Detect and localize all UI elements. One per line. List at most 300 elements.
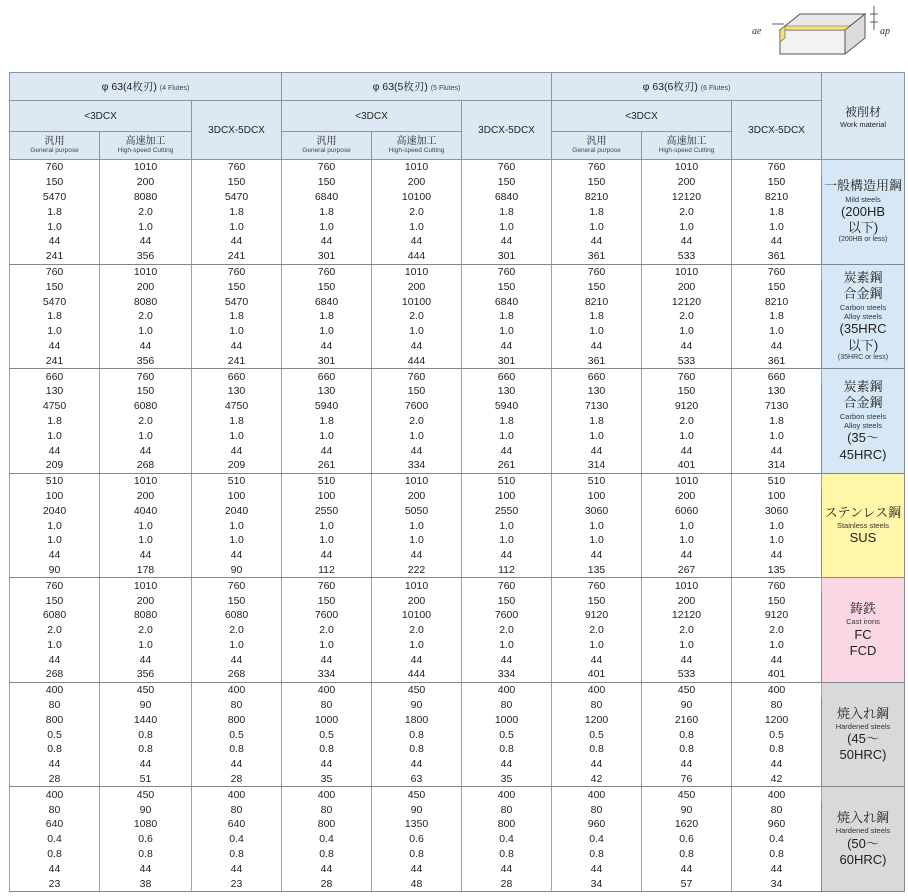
value-cell: 1010 bbox=[642, 473, 732, 488]
value-cell: 1010 bbox=[372, 578, 462, 593]
table-row bbox=[10, 503, 905, 518]
value-cell: 150 bbox=[10, 593, 100, 608]
value-cell: 510 bbox=[10, 473, 100, 488]
work-material-line: 炭素鋼 bbox=[843, 379, 883, 395]
value-cell: 51 bbox=[100, 772, 192, 787]
value-cell: 44 bbox=[100, 652, 192, 667]
value-cell: 4750 bbox=[192, 399, 282, 414]
value-cell: 241 bbox=[10, 249, 100, 264]
value-cell: 150 bbox=[732, 593, 822, 608]
value-cell: 80 bbox=[462, 698, 552, 713]
value-cell: 4750 bbox=[10, 399, 100, 414]
value-cell: 2040 bbox=[10, 503, 100, 518]
value-cell: 400 bbox=[462, 787, 552, 802]
value-cell: 800 bbox=[10, 712, 100, 727]
cutting-conditions-table bbox=[9, 72, 905, 892]
value-cell: 2160 bbox=[642, 712, 732, 727]
value-cell: 0.8 bbox=[100, 727, 192, 742]
value-cell: 0.4 bbox=[282, 832, 372, 847]
value-cell: 44 bbox=[552, 339, 642, 354]
value-cell: 10100 bbox=[372, 190, 462, 205]
value-cell: 80 bbox=[282, 802, 372, 817]
value-cell: 261 bbox=[282, 458, 372, 473]
general-purpose-header: 汎用 General purpose bbox=[282, 132, 372, 160]
value-cell: 5050 bbox=[372, 503, 462, 518]
table-row bbox=[10, 369, 905, 384]
table-row bbox=[10, 861, 905, 876]
work-material-cell bbox=[822, 473, 905, 578]
value-cell: 44 bbox=[642, 861, 732, 876]
value-cell: 44 bbox=[192, 548, 282, 563]
value-cell: 444 bbox=[372, 667, 462, 682]
value-cell: 1.0 bbox=[282, 533, 372, 548]
value-cell: 1.8 bbox=[10, 414, 100, 429]
high-speed-header: 高速加工 High-speed Cutting bbox=[372, 132, 462, 160]
value-cell: 44 bbox=[192, 443, 282, 458]
lt3dcx-header: <3DCX bbox=[282, 101, 462, 132]
value-cell: 135 bbox=[732, 563, 822, 578]
work-material-line: 以下) bbox=[847, 337, 879, 353]
value-cell: 1000 bbox=[282, 712, 372, 727]
value-cell: 301 bbox=[282, 249, 372, 264]
value-cell: 1.0 bbox=[282, 428, 372, 443]
value-cell: 200 bbox=[100, 489, 192, 504]
value-cell: 2550 bbox=[462, 503, 552, 518]
value-cell: 6080 bbox=[192, 608, 282, 623]
value-cell: 44 bbox=[372, 443, 462, 458]
table-row bbox=[10, 339, 905, 354]
value-cell: 0.6 bbox=[100, 832, 192, 847]
work-material-line: Alloy steels bbox=[844, 420, 882, 430]
value-cell: 178 bbox=[100, 563, 192, 578]
value-cell: 760 bbox=[732, 160, 822, 175]
value-cell: 1.0 bbox=[10, 428, 100, 443]
value-cell: 400 bbox=[192, 682, 282, 697]
value-cell: 960 bbox=[552, 817, 642, 832]
value-cell: 0.8 bbox=[552, 847, 642, 862]
value-cell: 44 bbox=[462, 443, 552, 458]
value-cell: 1.0 bbox=[732, 533, 822, 548]
value-cell: 1010 bbox=[642, 264, 732, 279]
work-material-header: 被削材 Work material bbox=[822, 73, 905, 160]
value-cell: 1.0 bbox=[642, 428, 732, 443]
value-cell: 44 bbox=[642, 339, 732, 354]
value-cell: 400 bbox=[282, 682, 372, 697]
value-cell: 400 bbox=[282, 787, 372, 802]
value-cell: 44 bbox=[282, 443, 372, 458]
value-cell: 44 bbox=[10, 234, 100, 249]
value-cell: 42 bbox=[552, 772, 642, 787]
value-cell: 1.8 bbox=[552, 204, 642, 219]
value-cell: 44 bbox=[732, 757, 822, 772]
value-cell: 1.0 bbox=[552, 428, 642, 443]
value-cell: 400 bbox=[552, 787, 642, 802]
general-purpose-header: 汎用 General purpose bbox=[10, 132, 100, 160]
value-cell: 100 bbox=[10, 489, 100, 504]
value-cell: 80 bbox=[282, 698, 372, 713]
value-cell: 42 bbox=[732, 772, 822, 787]
value-cell: 2.0 bbox=[732, 623, 822, 638]
value-cell: 2.0 bbox=[372, 204, 462, 219]
value-cell: 8080 bbox=[100, 294, 192, 309]
value-cell: 90 bbox=[372, 698, 462, 713]
value-cell: 760 bbox=[372, 369, 462, 384]
value-cell: 44 bbox=[282, 234, 372, 249]
value-cell: 8210 bbox=[552, 190, 642, 205]
table-row bbox=[10, 399, 905, 414]
value-cell: 44 bbox=[642, 234, 732, 249]
value-cell: 44 bbox=[372, 652, 462, 667]
value-cell: 2.0 bbox=[192, 623, 282, 638]
table-row bbox=[10, 518, 905, 533]
work-material-line: (200HB bbox=[840, 203, 886, 219]
value-cell: 150 bbox=[552, 593, 642, 608]
value-cell: 510 bbox=[732, 473, 822, 488]
value-cell: 90 bbox=[192, 563, 282, 578]
work-material-line: Cast irons bbox=[846, 617, 880, 627]
value-cell: 80 bbox=[10, 802, 100, 817]
value-cell: 44 bbox=[462, 652, 552, 667]
work-material-line: Alloy steels bbox=[844, 311, 882, 321]
value-cell: 510 bbox=[282, 473, 372, 488]
value-cell: 1010 bbox=[642, 160, 732, 175]
value-cell: 1200 bbox=[552, 712, 642, 727]
value-cell: 1.0 bbox=[192, 638, 282, 653]
value-cell: 2.0 bbox=[642, 623, 732, 638]
value-cell: 9120 bbox=[642, 399, 732, 414]
value-cell: 44 bbox=[372, 339, 462, 354]
value-cell: 0.8 bbox=[192, 847, 282, 862]
value-cell: 400 bbox=[10, 682, 100, 697]
value-cell: 760 bbox=[192, 160, 282, 175]
value-cell: 0.4 bbox=[192, 832, 282, 847]
table-row bbox=[10, 219, 905, 234]
value-cell: 1.0 bbox=[10, 638, 100, 653]
value-cell: 1.0 bbox=[192, 324, 282, 339]
work-material-line: 合金鋼 bbox=[843, 286, 883, 302]
value-cell: 444 bbox=[372, 353, 462, 368]
value-cell: 0.5 bbox=[10, 727, 100, 742]
work-material-line: Carbon steels bbox=[839, 411, 887, 421]
value-cell: 0.5 bbox=[282, 727, 372, 742]
value-cell: 533 bbox=[642, 249, 732, 264]
work-material-line: 45HRC) bbox=[839, 446, 887, 462]
value-cell: 44 bbox=[642, 443, 732, 458]
value-cell: 44 bbox=[10, 757, 100, 772]
value-cell: 1.0 bbox=[732, 638, 822, 653]
value-cell: 0.8 bbox=[642, 742, 732, 757]
value-cell: 44 bbox=[192, 234, 282, 249]
value-cell: 44 bbox=[282, 548, 372, 563]
value-cell: 0.4 bbox=[10, 832, 100, 847]
value-cell: 2.0 bbox=[100, 204, 192, 219]
ae-label: ae bbox=[752, 26, 762, 37]
value-cell: 760 bbox=[732, 264, 822, 279]
value-cell: 0.8 bbox=[10, 847, 100, 862]
value-cell: 0.8 bbox=[642, 847, 732, 862]
value-cell: 0.6 bbox=[372, 832, 462, 847]
value-cell: 1.8 bbox=[552, 414, 642, 429]
value-cell: 1.0 bbox=[552, 324, 642, 339]
value-cell: 7600 bbox=[282, 608, 372, 623]
work-material-line: Hardened steels bbox=[835, 721, 891, 731]
value-cell: 80 bbox=[462, 802, 552, 817]
value-cell: 8080 bbox=[100, 190, 192, 205]
group-header-6-flutes: φ 63(6枚刃) (6 Flutes) bbox=[552, 73, 822, 101]
value-cell: 2.0 bbox=[642, 204, 732, 219]
value-cell: 100 bbox=[192, 489, 282, 504]
high-speed-header: 高速加工 High-speed Cutting bbox=[100, 132, 192, 160]
table-row bbox=[10, 638, 905, 653]
value-cell: 90 bbox=[10, 563, 100, 578]
value-cell: 6080 bbox=[10, 608, 100, 623]
table-row bbox=[10, 175, 905, 190]
value-cell: 0.8 bbox=[372, 727, 462, 742]
value-cell: 8080 bbox=[100, 608, 192, 623]
value-cell: 44 bbox=[462, 757, 552, 772]
value-cell: 35 bbox=[462, 772, 552, 787]
value-cell: 150 bbox=[282, 279, 372, 294]
value-cell: 12120 bbox=[642, 190, 732, 205]
value-cell: 222 bbox=[372, 563, 462, 578]
value-cell: 800 bbox=[462, 817, 552, 832]
value-cell: 44 bbox=[100, 443, 192, 458]
table-row bbox=[10, 279, 905, 294]
value-cell: 0.8 bbox=[552, 742, 642, 757]
value-cell: 150 bbox=[100, 384, 192, 399]
work-material-line: 一般構造用鋼 bbox=[823, 178, 902, 194]
value-cell: 1010 bbox=[100, 264, 192, 279]
work-material-line: 合金鋼 bbox=[843, 395, 883, 411]
value-cell: 1010 bbox=[642, 578, 732, 593]
value-cell: 1.0 bbox=[100, 638, 192, 653]
value-cell: 450 bbox=[100, 787, 192, 802]
value-cell: 150 bbox=[192, 279, 282, 294]
value-cell: 760 bbox=[282, 264, 372, 279]
value-cell: 5470 bbox=[10, 294, 100, 309]
value-cell: 1.0 bbox=[462, 219, 552, 234]
value-cell: 5470 bbox=[10, 190, 100, 205]
value-cell: 800 bbox=[192, 712, 282, 727]
value-cell: 44 bbox=[100, 234, 192, 249]
value-cell: 1.8 bbox=[552, 309, 642, 324]
value-cell: 400 bbox=[10, 787, 100, 802]
value-cell: 301 bbox=[282, 353, 372, 368]
value-cell: 760 bbox=[10, 264, 100, 279]
table-row bbox=[10, 698, 905, 713]
value-cell: 1.0 bbox=[462, 428, 552, 443]
value-cell: 1.0 bbox=[372, 324, 462, 339]
value-cell: 150 bbox=[10, 279, 100, 294]
value-cell: 35 bbox=[282, 772, 372, 787]
range-3-5dcx-header: 3DCX-5DCX bbox=[192, 101, 282, 160]
value-cell: 356 bbox=[100, 353, 192, 368]
value-cell: 130 bbox=[732, 384, 822, 399]
value-cell: 44 bbox=[642, 652, 732, 667]
value-cell: 760 bbox=[462, 264, 552, 279]
value-cell: 1.0 bbox=[282, 638, 372, 653]
value-cell: 100 bbox=[282, 489, 372, 504]
value-cell: 7130 bbox=[552, 399, 642, 414]
work-material-line: (200HB or less) bbox=[838, 236, 888, 244]
value-cell: 1010 bbox=[100, 578, 192, 593]
value-cell: 7600 bbox=[462, 608, 552, 623]
table-row bbox=[10, 458, 905, 473]
value-cell: 44 bbox=[642, 548, 732, 563]
value-cell: 112 bbox=[462, 563, 552, 578]
value-cell: 1.0 bbox=[732, 219, 822, 234]
value-cell: 44 bbox=[100, 548, 192, 563]
table-row bbox=[10, 264, 905, 279]
value-cell: 100 bbox=[552, 489, 642, 504]
value-cell: 44 bbox=[282, 339, 372, 354]
value-cell: 1.0 bbox=[642, 533, 732, 548]
value-cell: 8210 bbox=[732, 190, 822, 205]
value-cell: 361 bbox=[552, 353, 642, 368]
lt3dcx-header: <3DCX bbox=[10, 101, 192, 132]
value-cell: 1.8 bbox=[192, 414, 282, 429]
value-cell: 3060 bbox=[552, 503, 642, 518]
work-material-line: Hardened steels bbox=[835, 826, 891, 836]
value-cell: 200 bbox=[372, 593, 462, 608]
value-cell: 760 bbox=[642, 369, 732, 384]
table-row bbox=[10, 443, 905, 458]
value-cell: 130 bbox=[282, 384, 372, 399]
work-material-cell bbox=[822, 682, 905, 787]
value-cell: 200 bbox=[642, 593, 732, 608]
value-cell: 960 bbox=[732, 817, 822, 832]
value-cell: 1.8 bbox=[282, 414, 372, 429]
value-cell: 44 bbox=[10, 652, 100, 667]
value-cell: 361 bbox=[732, 249, 822, 264]
value-cell: 5940 bbox=[282, 399, 372, 414]
table-row bbox=[10, 667, 905, 682]
work-material-cell bbox=[822, 369, 905, 474]
value-cell: 261 bbox=[462, 458, 552, 473]
value-cell: 5470 bbox=[192, 190, 282, 205]
work-material-line: FCD bbox=[849, 642, 877, 658]
value-cell: 1800 bbox=[372, 712, 462, 727]
value-cell: 2.0 bbox=[552, 623, 642, 638]
value-cell: 9120 bbox=[552, 608, 642, 623]
value-cell: 1.0 bbox=[372, 518, 462, 533]
value-cell: 2.0 bbox=[100, 623, 192, 638]
value-cell: 5470 bbox=[192, 294, 282, 309]
value-cell: 400 bbox=[552, 682, 642, 697]
work-material-line: 50HRC) bbox=[839, 747, 887, 763]
value-cell: 1.0 bbox=[10, 533, 100, 548]
lt3dcx-header: <3DCX bbox=[552, 101, 732, 132]
value-cell: 44 bbox=[282, 861, 372, 876]
value-cell: 1.0 bbox=[732, 428, 822, 443]
table-row bbox=[10, 414, 905, 429]
value-cell: 241 bbox=[192, 249, 282, 264]
value-cell: 112 bbox=[282, 563, 372, 578]
range-3-5dcx-header: 3DCX-5DCX bbox=[462, 101, 552, 160]
value-cell: 2.0 bbox=[100, 414, 192, 429]
value-cell: 1.0 bbox=[192, 428, 282, 443]
value-cell: 150 bbox=[462, 175, 552, 190]
value-cell: 44 bbox=[192, 861, 282, 876]
value-cell: 12120 bbox=[642, 294, 732, 309]
value-cell: 2.0 bbox=[642, 309, 732, 324]
value-cell: 44 bbox=[372, 757, 462, 772]
value-cell: 0.8 bbox=[462, 847, 552, 862]
table-row bbox=[10, 160, 905, 175]
value-cell: 450 bbox=[372, 787, 462, 802]
value-cell: 209 bbox=[10, 458, 100, 473]
value-cell: 400 bbox=[732, 682, 822, 697]
value-cell: 1.0 bbox=[552, 533, 642, 548]
table-row bbox=[10, 548, 905, 563]
value-cell: 8210 bbox=[732, 294, 822, 309]
table-row bbox=[10, 847, 905, 862]
value-cell: 0.5 bbox=[552, 727, 642, 742]
table-row bbox=[10, 294, 905, 309]
value-cell: 0.4 bbox=[552, 832, 642, 847]
value-cell: 7130 bbox=[732, 399, 822, 414]
work-material-line: 焼入れ鋼 bbox=[836, 705, 889, 721]
value-cell: 1350 bbox=[372, 817, 462, 832]
value-cell: 0.8 bbox=[732, 742, 822, 757]
value-cell: 150 bbox=[462, 593, 552, 608]
value-cell: 44 bbox=[100, 861, 192, 876]
value-cell: 334 bbox=[372, 458, 462, 473]
work-material-cell bbox=[822, 160, 905, 265]
table-row bbox=[10, 428, 905, 443]
value-cell: 0.6 bbox=[642, 832, 732, 847]
value-cell: 1.0 bbox=[192, 219, 282, 234]
value-cell: 44 bbox=[732, 234, 822, 249]
value-cell: 268 bbox=[192, 667, 282, 682]
work-material-line: Mild steels bbox=[845, 194, 881, 204]
value-cell: 44 bbox=[282, 652, 372, 667]
value-cell: 38 bbox=[100, 876, 192, 891]
work-material-line: SUS bbox=[849, 530, 877, 546]
table-row bbox=[10, 384, 905, 399]
value-cell: 314 bbox=[732, 458, 822, 473]
value-cell: 44 bbox=[192, 339, 282, 354]
table-row bbox=[10, 190, 905, 205]
value-cell: 361 bbox=[732, 353, 822, 368]
work-material-line: 以下) bbox=[847, 220, 879, 236]
value-cell: 44 bbox=[192, 652, 282, 667]
value-cell: 100 bbox=[462, 489, 552, 504]
value-cell: 6840 bbox=[462, 294, 552, 309]
value-cell: 44 bbox=[462, 861, 552, 876]
value-cell: 400 bbox=[192, 787, 282, 802]
table-row bbox=[10, 489, 905, 504]
value-cell: 28 bbox=[10, 772, 100, 787]
value-cell: 0.8 bbox=[372, 742, 462, 757]
value-cell: 44 bbox=[462, 339, 552, 354]
value-cell: 510 bbox=[192, 473, 282, 488]
value-cell: 241 bbox=[192, 353, 282, 368]
value-cell: 760 bbox=[282, 160, 372, 175]
value-cell: 200 bbox=[642, 279, 732, 294]
value-cell: 1010 bbox=[100, 160, 192, 175]
value-cell: 150 bbox=[732, 175, 822, 190]
value-cell: 200 bbox=[372, 489, 462, 504]
value-cell: 1.0 bbox=[552, 638, 642, 653]
work-material-cell bbox=[822, 578, 905, 683]
table-row bbox=[10, 563, 905, 578]
value-cell: 1.0 bbox=[372, 428, 462, 443]
value-cell: 1.0 bbox=[282, 324, 372, 339]
value-cell: 267 bbox=[642, 563, 732, 578]
value-cell: 1.8 bbox=[462, 309, 552, 324]
value-cell: 1.0 bbox=[10, 219, 100, 234]
